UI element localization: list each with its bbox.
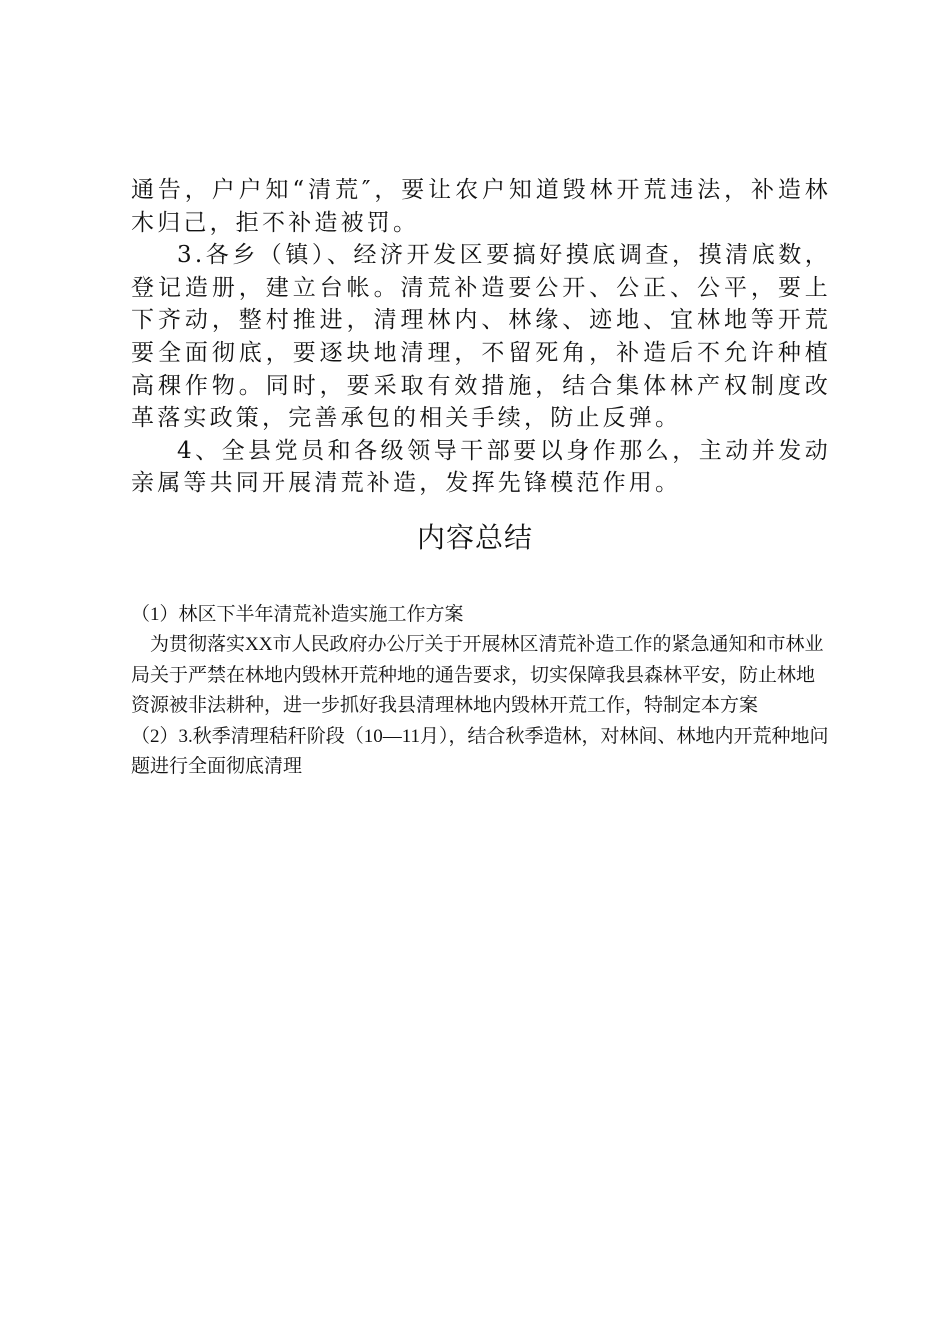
body-text xyxy=(131,174,831,500)
summary-item-1-heading: （1）林区下半年清荒补造实施工作方案 xyxy=(131,604,464,625)
summary-section xyxy=(131,600,831,782)
paragraph-continuation: 通告，户户知“清荒″，要让农户知道毁林开荒违法，补造林木归己，拒不补造被罚。 xyxy=(131,177,831,236)
summary-item-1-text: 为贯彻落实XX市人民政府办公厅关于开展林区清荒补造工作的紧急通知和市林业局关于严禁在林地内毁林开荒种地的通告要求，切实保障我县森林平安，防止林地资源被非法耕种，进一步抓好我县清理林地内毁林开荒工作，特制定本方案 xyxy=(131,634,824,717)
summary-title: 内容总结 xyxy=(416,521,533,554)
paragraph-item-4: 4、全县党员和各级领导干部要以身作那么，主动并发动亲属等共同开展清荒补造，发挥先锋模范作用。 xyxy=(131,437,831,497)
summary-item-2-text: （2）3.秋季清理秸秆阶段（10—11月），结合秋季造林，对林间、林地内开荒种地问题进行全面彻底清理 xyxy=(131,725,829,778)
paragraph-item-3: 3.各乡（镇）、经济开发区要搞好摸底调查，摸清底数，登记造册，建立台帐。清荒补造要公开、公正、公平，要上下齐动，整村推进，清理林内、林缘、迹地、宜林地等开荒要全面彻底，要逐块地清理，不留死角，补造后不允许种植高稞作物。同时，要采取有效措施，结合集体林产权制度改革落实政策，完善承包的相关手续，防止反弹。 xyxy=(131,242,831,432)
